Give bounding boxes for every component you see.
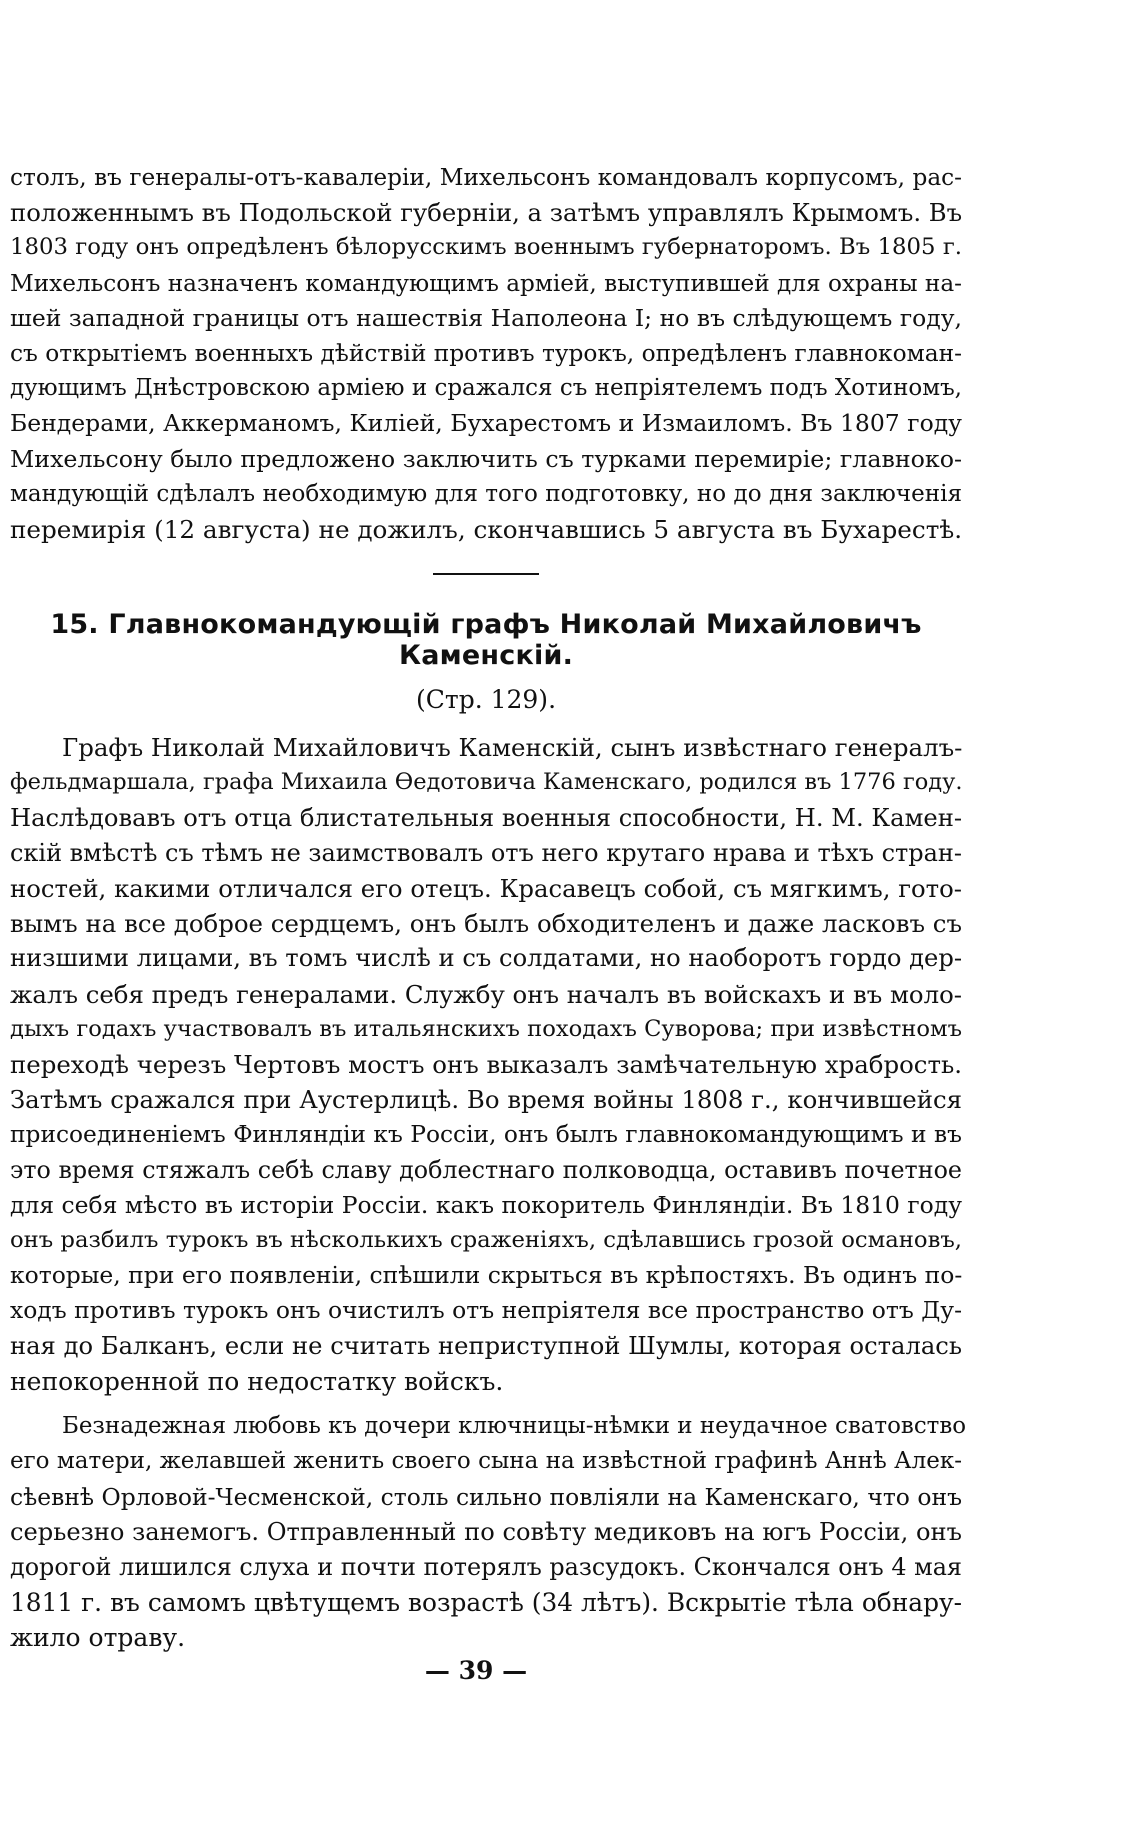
- text-line: скій вмѣстѣ съ тѣмъ не заимствовалъ отъ него крутаго нрава и тѣхъ стран-: [10, 838, 962, 867]
- text-line: Бендерами, Аккерманомъ, Киліей, Бухарестомъ и Измаиломъ. Въ 1807 году: [10, 409, 962, 438]
- text-line: Затѣмъ сражался при Аустерлицѣ. Во время войны 1808 г., кончившейся: [10, 1085, 962, 1115]
- text-line: 1811 г. въ самомъ цвѣтущемъ возрастѣ (34 лѣтъ). Вскрытіе тѣла обнару-: [10, 1588, 962, 1618]
- text-line: ходъ противъ турокъ онъ очистилъ отъ непріятеля все пространство отъ Ду-: [10, 1296, 962, 1325]
- text-line: вымъ на все доброе сердцемъ, онъ былъ обходителенъ и даже ласковъ съ: [10, 909, 962, 939]
- text-line: Михельсону было предложено заключить съ турками перемиріе; главноко-: [10, 444, 962, 473]
- text-line: жалъ себя предъ генералами. Службу онъ началъ въ войскахъ и въ моло-: [10, 979, 962, 1009]
- text-line: ностей, какими отличался его отецъ. Красавецъ собой, съ мягкимъ, гото-: [10, 874, 962, 904]
- text-line: жило отраву.: [10, 1623, 186, 1653]
- page-reference: (Стр. 129).: [415, 685, 557, 715]
- section-heading: 15. Главнокомандующій графъ Николай Михайловичъ Каменскій.: [50, 609, 922, 672]
- text-line: мандующій сдѣлалъ необходимую для того подготовку, но до дня заключенія: [10, 480, 962, 507]
- text-line: дорогой лишился слуха и почти потерялъ разсудокъ. Скончался онъ 4 мая: [10, 1552, 962, 1581]
- text-line: для себя мѣсто въ исторіи Россіи. какъ покоритель Финляндіи. Въ 1810 году: [10, 1190, 962, 1219]
- continuation-paragraph: [10, 160, 962, 547]
- text-line: это время стяжалъ себѣ славу доблестнаго полководца, оставивъ почетное: [10, 1155, 962, 1184]
- text-line: сѣевнѣ Орловой-Чесменской, столь сильно повліяли на Каменскаго, что онъ: [10, 1482, 962, 1511]
- page-body: [10, 160, 967, 1656]
- text-line: 1803 году онъ опредѣленъ бѣлорусскимъ военнымъ губернаторомъ. Въ 1805 г.: [10, 234, 962, 261]
- page-number: — 39 —: [424, 1656, 528, 1685]
- text-line: Безнадежная любовь къ дочери ключницы-нѣмки и неудачное сватовство: [62, 1413, 967, 1440]
- text-line: низшими лицами, въ томъ числѣ и съ солдатами, но наоборотъ гордо дер-: [10, 944, 963, 973]
- text-line: Михельсонъ назначенъ командующимъ арміей, выступившей для охраны на-: [10, 269, 962, 297]
- text-line: Наслѣдовавъ отъ отца блистательныя военныя способности, Н. М. Камен-: [10, 803, 962, 832]
- text-line: переходѣ черезъ Чертовъ мостъ онъ выказалъ замѣчательную храбрость.: [10, 1050, 962, 1080]
- text-line: фельдмаршала, графа Михаила Ѳедотовича Каменскаго, родился въ 1776 году.: [10, 769, 963, 796]
- text-line: положеннымъ въ Подольской губерніи, а затѣмъ управлялъ Крымомъ. Въ: [10, 198, 963, 228]
- text-line: онъ разбилъ турокъ въ нѣсколькихъ сраженіяхъ, сдѣлавшись грозой османовъ,: [10, 1227, 962, 1254]
- text-line: дыхъ годахъ участвовалъ въ итальянскихъ походахъ Суворова; при извѣстномъ: [10, 1015, 962, 1042]
- text-line: его матери, желавшей женить своего сына на извѣстной графинѣ Аннѣ Алек-: [10, 1448, 962, 1475]
- text-line: Графъ Николай Михайловичъ Каменскій, сынъ извѣстнаго генералъ-: [62, 733, 963, 763]
- text-line: ная до Балканъ, если не считать неприступной Шумлы, которая осталась: [10, 1331, 962, 1360]
- biography-paragraph-1: [10, 730, 962, 1399]
- text-line: присоединеніемъ Финляндіи къ Россіи, онъ былъ главнокомандующимъ и въ: [10, 1121, 962, 1149]
- text-line: столъ, въ генералы-отъ-кавалеріи, Михельсонъ командовалъ корпусомъ, рас-: [10, 164, 962, 191]
- text-line: перемирія (12 августа) не дожилъ, скончавшись 5 августа въ Бухарестѣ.: [10, 515, 963, 545]
- text-line: шей западной границы отъ нашествія Наполеона I; но въ слѣдующемъ году,: [10, 303, 962, 332]
- text-line: которые, при его появленіи, спѣшили скрыться въ крѣпостяхъ. Въ одинъ по-: [10, 1261, 963, 1290]
- text-line: съ открытіемъ военныхъ дѣйствій противъ турокъ, опредѣленъ главнокоман-: [10, 340, 962, 368]
- biography-paragraph-2: [10, 1409, 967, 1655]
- text-line: дующимъ Днѣстровскою арміею и сражался съ непріятелемъ подъ Хотиномъ,: [10, 375, 962, 402]
- text-line: непокоренной по недостатку войскъ.: [10, 1366, 504, 1396]
- text-line: серьезно занемогъ. Отправленный по совѣту медиковъ на югъ Россіи, онъ: [10, 1517, 962, 1546]
- section-divider: [433, 573, 539, 575]
